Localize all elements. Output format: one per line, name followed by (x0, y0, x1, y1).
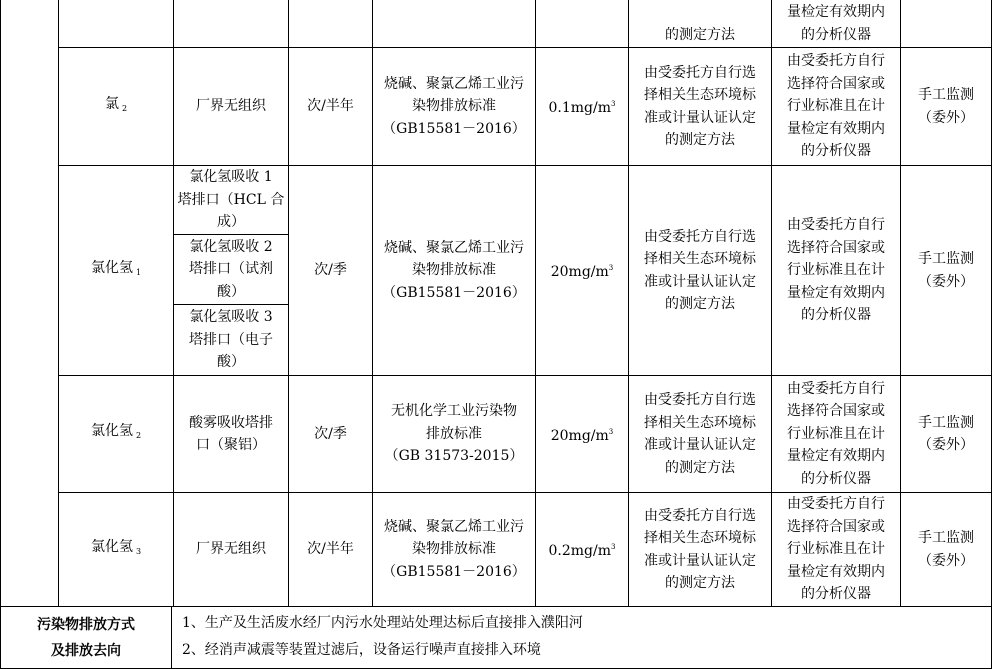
method-line: 择相关生态环境标 (644, 530, 756, 546)
pollutant-subscript: 2 (135, 431, 142, 441)
instrument-line: 由受委托方自行 (787, 53, 885, 70)
method-cell (629, 166, 771, 375)
method-line: 择相关生态环境标 (644, 251, 756, 267)
location-cell (174, 235, 288, 304)
instrument-line: 由受委托方自行 (787, 217, 885, 234)
instrument-cell (772, 48, 900, 165)
standard-line: 无机化学工业污染物 (391, 403, 517, 420)
frequency-cell (289, 48, 372, 165)
mode-line: （委外） (918, 273, 974, 290)
method-cell (629, 376, 771, 492)
instrument-line: 量检定有效期内 (787, 284, 885, 301)
location-line: 塔排口（电子 (189, 331, 273, 348)
frequency-cell (289, 493, 372, 606)
mode-cell (901, 166, 991, 375)
instrument-line: 行业标准且在计 (787, 541, 885, 558)
method-line: 由受委托方自行选 (644, 392, 756, 408)
method-cell (629, 493, 771, 606)
pollutant-cell (59, 48, 173, 165)
location-cell (174, 376, 288, 492)
method-cell (629, 0, 771, 47)
method-line: 准或计量认证认定 (644, 109, 756, 126)
standard-line: （GB15581－2016） (382, 120, 526, 137)
method-line: 由受委托方自行选 (644, 507, 756, 524)
instrument-cell (772, 493, 900, 606)
limit-unit-exponent: 3 (611, 100, 616, 109)
limit-unit-exponent: 3 (608, 427, 614, 436)
mode-line: 手工监测 (918, 87, 974, 103)
mode-line: （委外） (918, 437, 974, 453)
method-line: 的测定方法 (665, 575, 735, 591)
pollutant-cell (59, 166, 173, 375)
mode-line: 手工监测 (918, 530, 974, 546)
pollutant-name-text: 氯化氢 (90, 423, 133, 440)
limit-cell (536, 166, 628, 375)
pollutant-subscript: 1 (135, 267, 142, 277)
method-line: 准或计量认证认定 (644, 273, 756, 290)
limit-value-text: 20mg/m (550, 427, 609, 444)
footer-caption-line: 污染物排放方式 (37, 616, 135, 633)
instrument-cell (772, 376, 900, 492)
instrument-line: 选择符合国家或 (787, 75, 885, 92)
pollutant-subscript: 2 (121, 103, 128, 113)
method-line: 的测定方法 (665, 459, 735, 476)
limit-unit-exponent: 3 (608, 264, 614, 273)
mode-line: （委外） (918, 109, 974, 126)
instrument-line: 量检定有效期内 (787, 563, 885, 580)
mode-line: （委外） (918, 552, 974, 569)
limit-cell (536, 48, 628, 165)
standard-cell (373, 48, 535, 165)
instrument-line: 的分析仪器 (801, 586, 871, 603)
instrument-line: 由受委托方自行 (787, 496, 885, 513)
pollutant-name (91, 257, 141, 285)
standard-line: 烧碱、聚氯乙烯工业污 (384, 75, 524, 92)
instrument-line: 选择符合国家或 (787, 239, 885, 256)
limit-value (549, 536, 616, 563)
method-line: 由受委托方自行选 (644, 228, 756, 245)
location-line: 口（聚铝） (196, 437, 266, 453)
location-cell (174, 493, 288, 606)
pollutant-name-text: 氯 (104, 95, 119, 112)
location-line: 塔排口（HCL 合 (177, 191, 285, 208)
location-cell (174, 48, 288, 165)
location-line: 酸） (217, 354, 245, 371)
method-line: 由受委托方自行选 (644, 64, 756, 81)
frequency-cell (289, 376, 372, 492)
instrument-cell (772, 0, 900, 47)
location-line: 氯化氢吸收 2 (189, 238, 273, 255)
instrument-line: 量检定有效期内 (787, 4, 885, 20)
limit-value (549, 93, 616, 120)
footer-caption-border (171, 606, 172, 669)
pollutant-cell (59, 493, 173, 606)
pollutant-name-text: 氯化氢 (90, 538, 133, 555)
limit-value-text: 0.2mg/m (548, 543, 612, 560)
footer-caption-line: 及排放去向 (51, 642, 121, 659)
frequency-text: 次/半年 (307, 541, 354, 558)
standard-line: 烧碱、聚氯乙烯工业污 (384, 518, 524, 535)
location-line: 厂界无组织 (196, 541, 266, 558)
location-line: 酸雾吸收塔排 (189, 414, 273, 431)
pollutant-cell (59, 376, 173, 492)
limit-value (551, 421, 614, 448)
standard-line: （GB15581－2016） (382, 284, 526, 301)
pollutant-name-text: 氯化氢 (90, 259, 133, 276)
standard-cell (373, 166, 535, 375)
instrument-line: 的分析仪器 (801, 26, 871, 43)
frequency-text: 次/季 (314, 262, 347, 279)
standard-line: （GB15581－2016） (382, 563, 526, 580)
mode-line: 手工监测 (918, 251, 974, 267)
discharge-note: 1、生产及生活废水经厂内污水处理站处理达标后直接排入濮阳河 (182, 615, 583, 631)
pollutant-name (105, 93, 127, 121)
limit-value (551, 257, 614, 284)
instrument-line: 量检定有效期内 (787, 448, 885, 465)
location-cell (174, 166, 288, 234)
location-cell (174, 305, 288, 375)
method-line: 择相关生态环境标 (644, 414, 756, 431)
limit-unit-exponent: 3 (611, 543, 616, 552)
instrument-line: 的分析仪器 (801, 143, 871, 160)
standard-line: 烧碱、聚氯乙烯工业污 (384, 239, 524, 256)
pollutant-subscript: 3 (135, 546, 142, 556)
location-line: 酸） (217, 283, 245, 300)
standard-cell (373, 493, 535, 606)
location-line: 厂界无组织 (196, 98, 266, 115)
pollutant-name (91, 536, 141, 564)
instrument-line: 量检定有效期内 (787, 120, 885, 137)
location-line: 氯化氢吸收 3 (189, 309, 273, 326)
method-line: 的测定方法 (665, 296, 735, 312)
instrument-line: 的分析仪器 (801, 470, 871, 487)
method-line: 准或计量认证认定 (644, 437, 756, 453)
method-line: 准或计量认证认定 (644, 552, 756, 569)
location-line: 氯化氢吸收 1 (189, 169, 273, 186)
discharge-note: 2、经消声减震等装置过滤后，设备运行噪声直接排入环境 (182, 642, 541, 658)
instrument-line: 行业标准且在计 (787, 98, 885, 115)
instrument-line: 由受委托方自行 (787, 380, 885, 397)
instrument-line: 的分析仪器 (801, 307, 871, 324)
instrument-line: 行业标准且在计 (787, 262, 885, 279)
standard-line: 染物排放标准 (412, 541, 496, 558)
instrument-line: 选择符合国家或 (787, 403, 885, 420)
standard-line: 染物排放标准 (412, 262, 496, 279)
limit-cell (536, 376, 628, 492)
instrument-line: 行业标准且在计 (787, 425, 885, 442)
standard-line: 排放标准 (426, 425, 482, 442)
standard-line: 染物排放标准 (412, 98, 496, 115)
location-line: 成） (217, 214, 245, 231)
frequency-text: 次/季 (314, 425, 347, 442)
limit-value-text: 0.1mg/m (548, 100, 612, 117)
instrument-line: 选择符合国家或 (787, 518, 885, 535)
frequency-text: 次/半年 (307, 98, 354, 115)
table-left-border (0, 0, 1, 669)
location-line: 塔排口（试剂 (189, 261, 273, 278)
mode-cell (901, 376, 991, 492)
limit-cell (536, 493, 628, 606)
method-line: 的测定方法 (665, 26, 735, 43)
method-cell (629, 48, 771, 165)
frequency-cell (289, 166, 372, 375)
limit-value-text: 20mg/m (550, 264, 609, 281)
mode-line: 手工监测 (918, 414, 974, 431)
instrument-cell (772, 166, 900, 375)
pollutant-name (91, 420, 141, 448)
standard-cell (373, 376, 535, 492)
mode-cell (901, 493, 991, 606)
standard-line: （GB 31573-2015） (384, 448, 524, 465)
footer-caption (1, 607, 171, 668)
mode-cell (901, 48, 991, 165)
method-line: 择相关生态环境标 (644, 87, 756, 103)
method-line: 的测定方法 (665, 132, 735, 148)
